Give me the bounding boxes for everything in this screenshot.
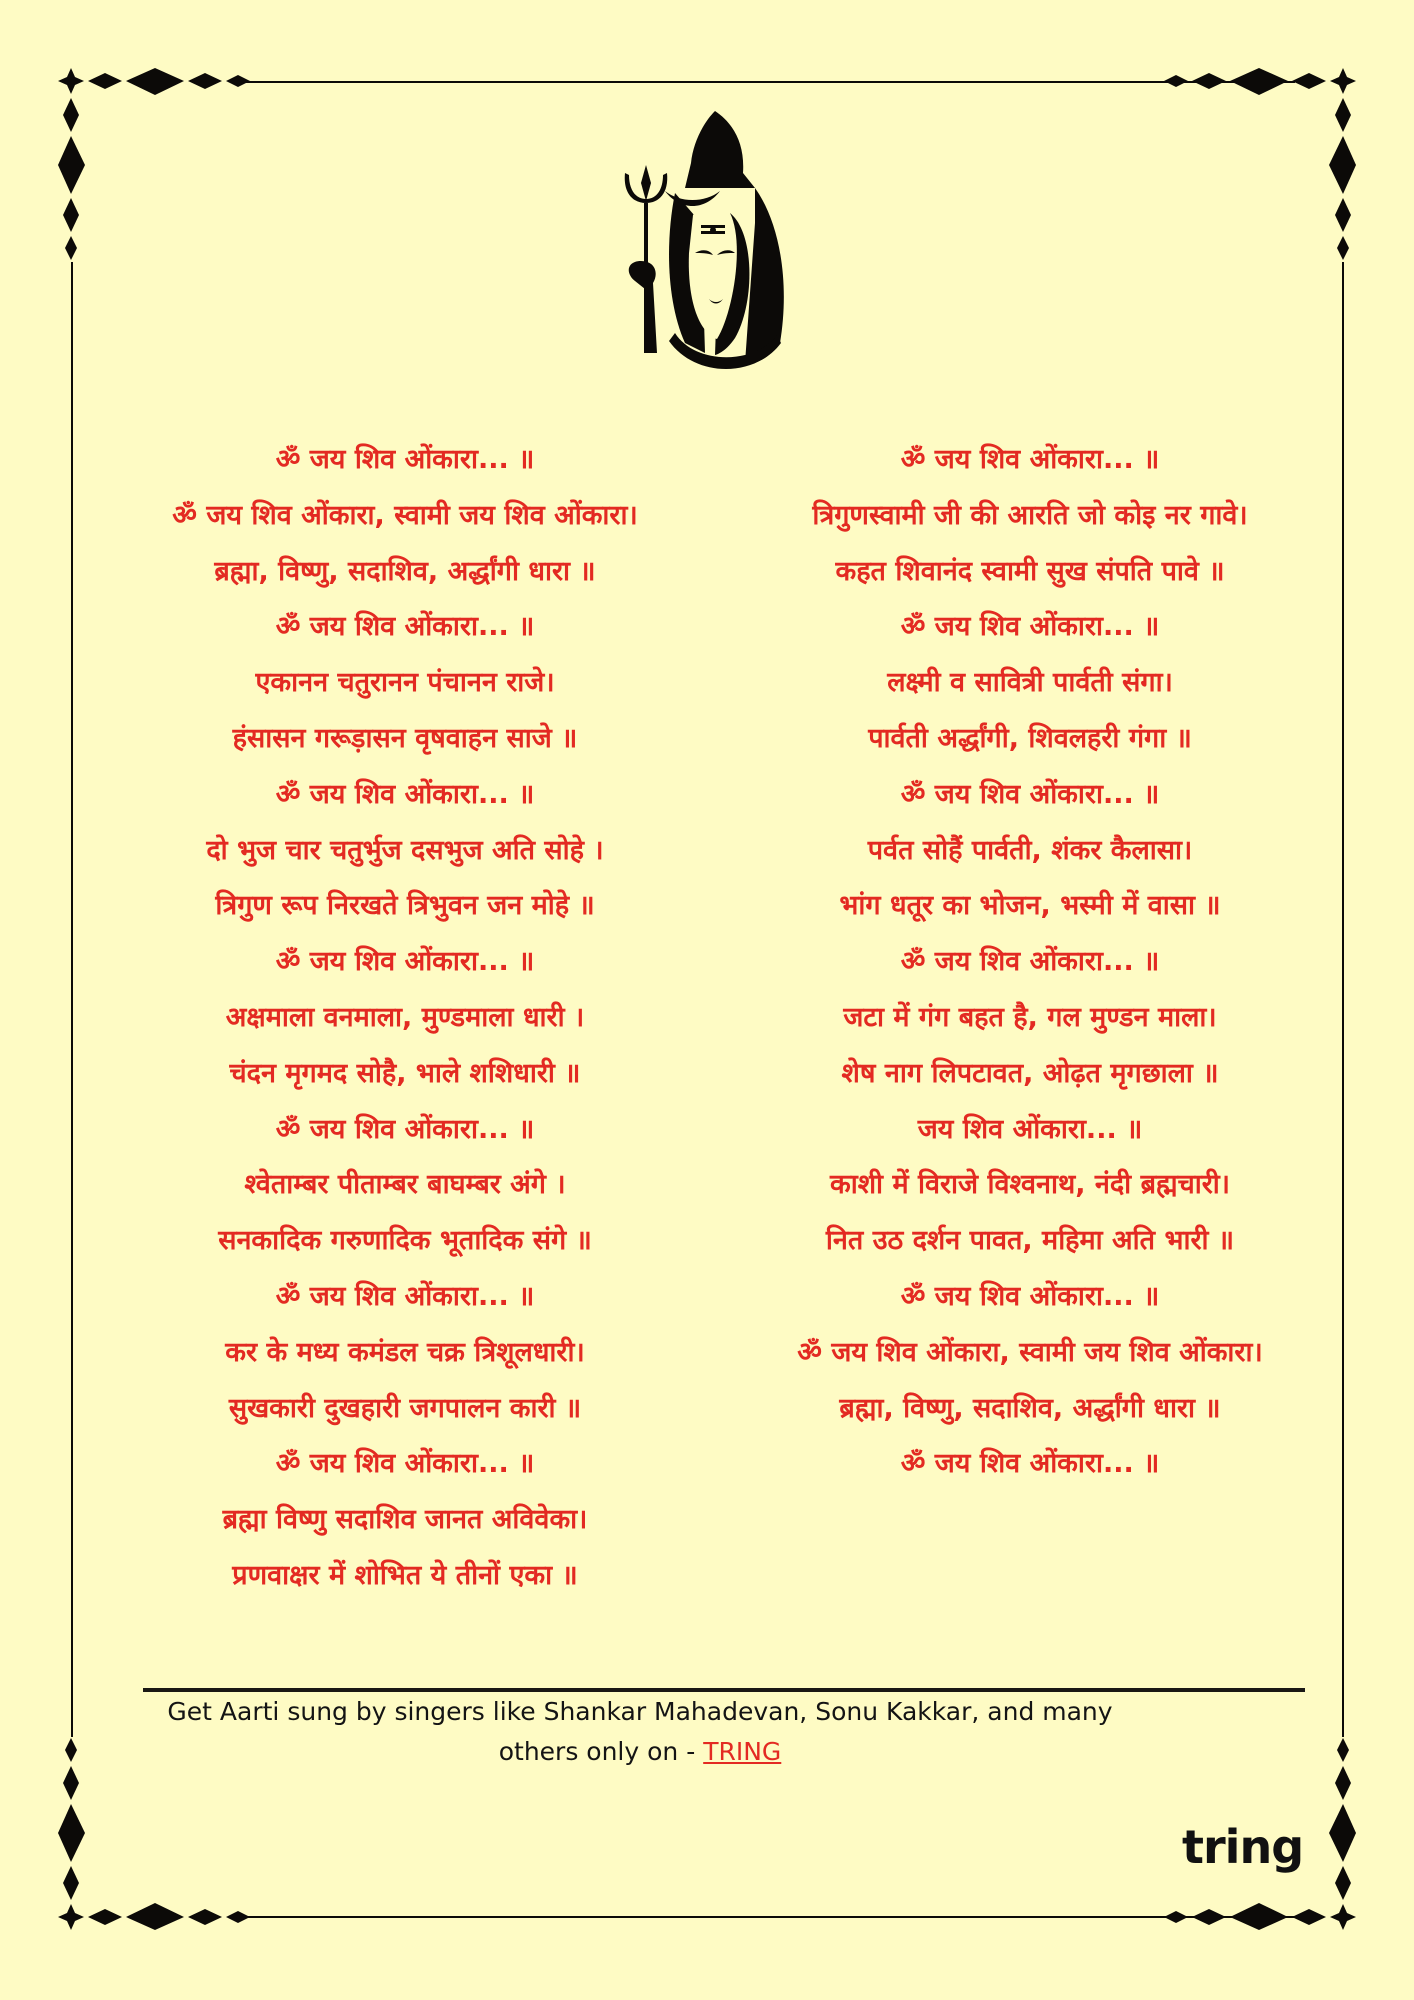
lyric-line: ॐ जय शिव ओंकारा... ॥	[275, 1113, 535, 1145]
shiva-icon	[605, 103, 805, 383]
lyric-line: काशी में विराजे विश्वनाथ, नंदी ब्रह्मचारी।	[829, 1169, 1231, 1201]
lyric-line: प्रणवाक्षर में शोभित ये तीनों एका ॥	[232, 1559, 578, 1591]
lyric-line: पर्वत सोहैं पार्वती, शंकर कैलासा।	[867, 834, 1193, 866]
corner-ornament-top-left	[58, 68, 298, 308]
lyric-line: ॐ जय शिव ओंकारा... ॥	[900, 611, 1160, 643]
lyric-line: चंदन मृगमद सोहै, भाले शशिधारी ॥	[229, 1057, 581, 1089]
lyric-line: अक्षमाला वनमाला, मुण्डमाला धारी ।	[225, 1001, 585, 1033]
lyric-line: शेष नाग लिपटावत, ओढ़त मृगछाला ॥	[841, 1057, 1219, 1089]
lyric-line: त्रिगुणस्वामी जी की आरति जो कोइ नर गावे।	[812, 499, 1248, 531]
lyric-line: ॐ जय शिव ओंकारा... ॥	[900, 444, 1160, 475]
lyric-line: कहत शिवानंद स्वामी सुख संपति पावे ॥	[835, 555, 1225, 587]
lyric-line: ॐ जय शिव ओंकारा... ॥	[275, 778, 535, 810]
lyric-line: ॐ जय शिव ओंकारा... ॥	[900, 946, 1160, 978]
lyric-line: ॐ जय शिव ओंकारा... ॥	[275, 611, 535, 643]
lyric-line: पार्वती अर्द्धांगी, शिवलहरी गंगा ॥	[868, 722, 1192, 754]
lyric-line: एकानन चतुरानन पंचानन राजे।	[255, 667, 555, 699]
lyric-line: ॐ जय शिव ओंकारा... ॥	[900, 1280, 1160, 1312]
corner-ornament-top-right	[1116, 68, 1356, 308]
diamond-ornament-icon	[58, 68, 298, 308]
lyric-line: ॐ जय शिव ओंकारा... ॥	[275, 1448, 535, 1480]
lyric-line: ब्रह्मा, विष्णु, सदाशिव, अर्द्धांगी धारा ॥	[214, 555, 596, 587]
lyrics-column-left	[95, 432, 715, 1604]
lyric-line: ॐ जय शिव ओंकारा... ॥	[275, 946, 535, 978]
lyric-line: सुखकारी दुखहारी जगपालन कारी ॥	[228, 1392, 582, 1424]
lyric-line: ॐ जय शिव ओंकारा... ॥	[275, 444, 535, 475]
lyric-line: नित उठ दर्शन पावत, महिमा अति भारी ॥	[825, 1225, 1235, 1257]
lyric-line: कर के मध्य कमंडल चक्र त्रिशूलधारी।	[225, 1336, 585, 1368]
lyric-line: जटा में गंग बहत है, गल मुण्डन माला।	[843, 1001, 1217, 1033]
lyric-line: ब्रह्मा, विष्णु, सदाशिव, अर्द्धांगी धारा ॥	[839, 1392, 1221, 1424]
lyric-line: त्रिगुण रूप निरखते त्रिभुवन जन मोहे ॥	[215, 890, 595, 922]
lyric-line: ॐ जय शिव ओंकारा... ॥	[900, 778, 1160, 810]
lyric-line: लक्ष्मी व सावित्री पार्वती संगा।	[887, 667, 1173, 699]
lyric-line: भांग धतूर का भोजन, भस्मी में वासा ॥	[839, 890, 1221, 922]
lyric-line: दो भुज चार चतुर्भुज दसभुज अति सोहे ।	[206, 834, 604, 866]
lyric-line: ॐ जय शिव ओंकारा, स्वामी जय शिव ओंकारा।	[797, 1336, 1263, 1368]
lyric-line: जय शिव ओंकारा... ॥	[917, 1113, 1143, 1145]
lyric-line: ॐ जय शिव ओंकारा... ॥	[275, 1280, 535, 1312]
lyric-line: श्वेताम्बर पीताम्बर बाघम्बर अंगे ।	[244, 1169, 566, 1201]
tring-link[interactable]: TRING	[703, 1737, 782, 1766]
corner-ornament-bottom-right	[1116, 1690, 1356, 1930]
footer-line-2	[130, 1732, 1150, 1772]
border-line-left	[71, 262, 73, 1737]
footer-line-2-prefix: others only on -	[498, 1737, 704, 1766]
footer-line-1: Get Aarti sung by singers like Shankar Mahadevan, Sonu Kakkar, and many	[167, 1697, 1113, 1726]
footer-promo	[130, 1692, 1150, 1772]
lyrics-column-right	[715, 432, 1345, 1604]
diamond-ornament-icon	[1116, 68, 1356, 308]
aarti-lyrics	[95, 432, 1345, 1604]
lyric-line: ॐ जय शिव ओंकारा, स्वामी जय शिव ओंकारा।	[172, 499, 638, 531]
lyric-line: हंसासन गरूड़ासन वृषवाहन साजे ॥	[232, 722, 578, 754]
lyric-line: सनकादिक गरुणादिक भूतादिक संगे ॥	[218, 1225, 592, 1257]
diamond-ornament-icon	[1116, 1690, 1356, 1930]
lyric-line: ॐ जय शिव ओंकारा... ॥	[900, 1448, 1160, 1480]
lord-shiva-illustration	[605, 103, 805, 383]
lyric-line: ब्रह्मा विष्णु सदाशिव जानत अविवेका।	[222, 1504, 588, 1536]
tring-logo: tring	[1182, 1820, 1304, 1874]
